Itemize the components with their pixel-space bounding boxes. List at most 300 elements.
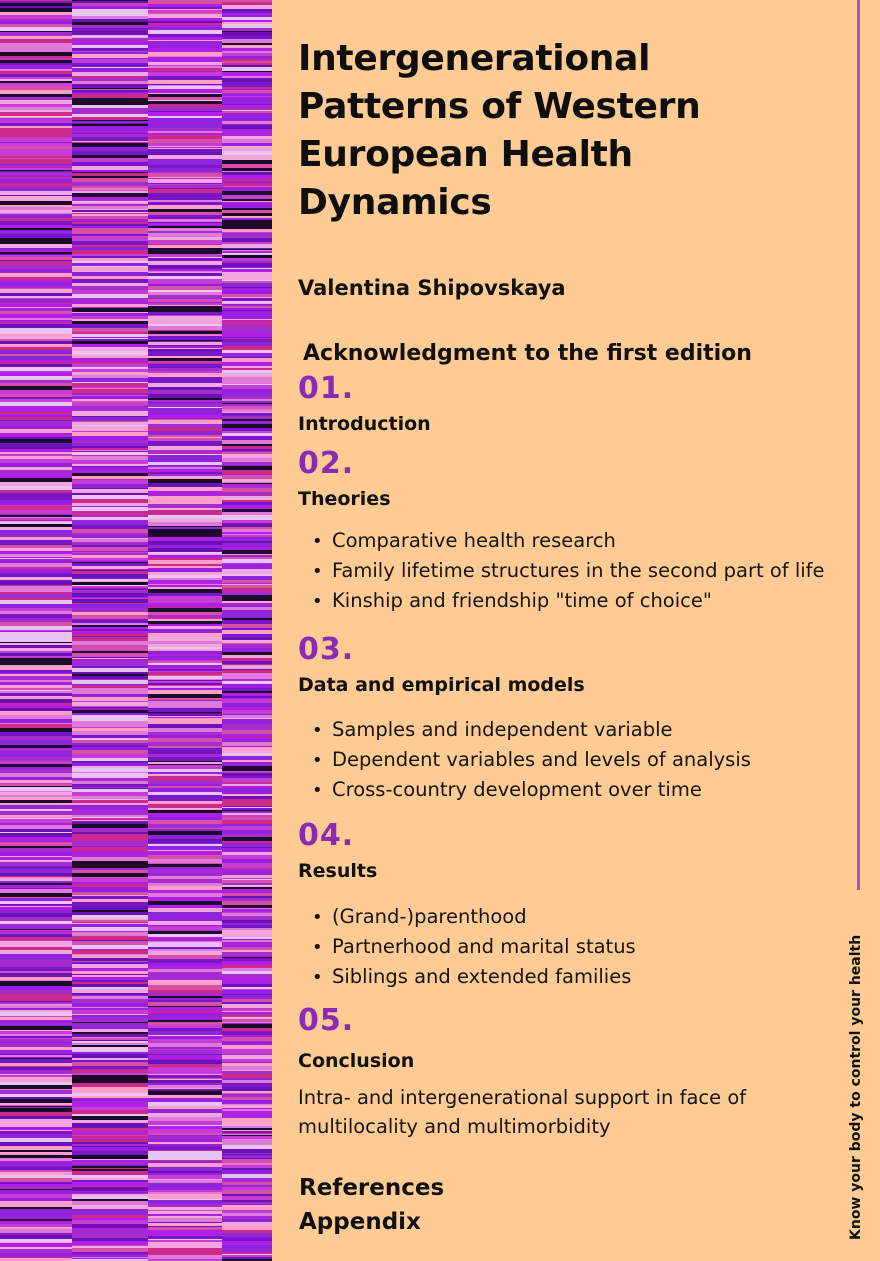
stripe-line: [222, 554, 272, 555]
stripe-line: [0, 299, 72, 303]
section-heading-results[interactable]: Results: [298, 860, 378, 882]
stripe-line: [222, 1158, 272, 1159]
list-item[interactable]: • Kinship and friendship "time of choice": [312, 586, 825, 616]
stripe-line: [72, 1010, 148, 1014]
stripe-line: [0, 1026, 72, 1030]
stripe-line: [72, 213, 148, 214]
stripe-line: [72, 307, 148, 308]
stripe-line: [222, 591, 272, 595]
stripe-line: [0, 323, 72, 324]
stripe-line: [0, 12, 72, 15]
toc-appendix[interactable]: Appendix: [299, 1209, 421, 1235]
stripe-line: [148, 829, 222, 831]
stripe-line: [148, 966, 222, 969]
stripe-line: [222, 358, 272, 362]
stripe-line: [148, 251, 222, 253]
stripe-line: [72, 432, 148, 436]
stripe-line: [72, 35, 148, 36]
stripe-line: [148, 1002, 222, 1006]
stripe-line: [72, 851, 148, 855]
stripe-line: [72, 1199, 148, 1201]
stripe-line: [148, 1143, 222, 1144]
stripe-line: [72, 1040, 148, 1041]
stripe-line: [148, 626, 222, 629]
stripe-line: [222, 1204, 272, 1205]
stripe-line: [0, 459, 72, 463]
stripe-line: [148, 38, 222, 40]
stripe-line: [148, 149, 222, 150]
stripe-line: [222, 294, 272, 297]
stripe-line: [222, 1155, 272, 1158]
stripe-line: [72, 582, 148, 585]
section-heading-theories[interactable]: Theories: [298, 488, 391, 510]
stripe-line: [0, 545, 72, 548]
side-caption: Know your body to control your health: [848, 934, 864, 1240]
stripe-line: [148, 1075, 222, 1078]
stripe-line: [0, 837, 72, 841]
stripe-line: [72, 90, 148, 92]
stripe-line: [148, 41, 222, 44]
stripe-line: [222, 848, 272, 852]
stripe-line: [148, 276, 222, 279]
stripe-line: [222, 762, 272, 766]
stripe-line: [148, 172, 222, 173]
stripe-line: [72, 750, 148, 754]
stripe-line: [0, 1001, 72, 1002]
stripe-line: [0, 1057, 72, 1058]
stripe-line: [72, 1101, 148, 1103]
stripe-line: [72, 362, 148, 364]
list-item[interactable]: • Siblings and extended families: [312, 962, 636, 992]
stripe-line: [148, 1083, 222, 1085]
stripe-line: [148, 817, 222, 820]
stripe-line: [222, 523, 272, 524]
stripe-line: [0, 665, 72, 667]
stripe-line: [222, 474, 272, 475]
stripe-line: [72, 923, 148, 924]
stripe-line: [0, 1055, 72, 1057]
stripe-line: [0, 191, 72, 195]
stripe-line: [72, 236, 148, 237]
stripe-line: [222, 1139, 272, 1143]
stripe-line: [148, 990, 222, 993]
stripe-line: [72, 717, 148, 721]
stripe-line: [0, 500, 72, 501]
stripe-line: [148, 517, 222, 519]
stripe-line: [72, 1180, 148, 1182]
stripe-line: [222, 563, 272, 565]
stripe-line: [222, 67, 272, 71]
stripe-line: [222, 319, 272, 320]
stripe-line: [0, 651, 72, 653]
list-item[interactable]: • Family lifetime structures in the second part of life: [312, 556, 825, 586]
stripe-line: [222, 942, 272, 946]
stripe-line: [0, 1182, 72, 1184]
stripe-line: [148, 1036, 222, 1039]
stripe-line: [148, 168, 222, 172]
stripe-line: [72, 936, 148, 940]
stripe-line: [72, 328, 148, 332]
toc-acknowledgment[interactable]: Acknowledgment to the first edition: [303, 341, 752, 366]
stripe-line: [148, 1117, 222, 1121]
stripe-line: [222, 366, 272, 368]
stripe-line: [0, 626, 72, 630]
stripe-line: [72, 665, 148, 666]
stripe-line: [222, 72, 272, 76]
list-item[interactable]: • Comparative health research: [312, 526, 825, 556]
stripe-line: [72, 1230, 148, 1234]
stripe-line: [0, 876, 72, 877]
stripe-line: [72, 708, 148, 710]
stripe-line: [0, 694, 72, 696]
stripe-line: [72, 1069, 148, 1073]
stripe-line: [0, 941, 72, 944]
stripe-line: [0, 183, 72, 187]
stripe-line: [148, 1233, 222, 1236]
stripe-line: [72, 68, 148, 70]
stripe-line: [72, 768, 148, 772]
stripe-line: [222, 59, 272, 61]
stripe-line: [148, 84, 222, 85]
stripe-line: [148, 1095, 222, 1097]
stripe-line: [72, 369, 148, 372]
section-heading-data[interactable]: Data and empirical models: [298, 674, 585, 696]
stripe-line: [0, 732, 72, 736]
stripe-line: [0, 506, 72, 510]
stripe-line: [72, 877, 148, 878]
stripe-line: [148, 683, 222, 685]
stripe-line: [72, 920, 148, 922]
stripe-line: [72, 364, 148, 367]
stripe-line: [222, 61, 272, 63]
stripe-line: [0, 959, 72, 960]
stripe-line: [72, 176, 148, 178]
stripe-line: [148, 1158, 222, 1160]
stripe-line: [148, 316, 222, 319]
stripe-line: [222, 1182, 272, 1185]
stripe-line: [148, 258, 222, 261]
stripe-line: [72, 12, 148, 16]
stripe-line: [222, 999, 272, 1002]
stripe-line: [72, 312, 148, 313]
stripe-line: [222, 766, 272, 768]
stripe-line: [148, 93, 222, 94]
stripe-line: [0, 705, 72, 708]
section-heading-introduction[interactable]: Introduction: [298, 413, 431, 435]
stripe-line: [148, 279, 222, 281]
stripe-line: [72, 634, 148, 636]
list-item[interactable]: • Samples and independent variable: [312, 715, 751, 745]
stripe-line: [148, 912, 222, 915]
stripe-line: [72, 1215, 148, 1218]
stripe-line: [0, 786, 72, 787]
stripe-line: [148, 107, 222, 111]
stripe-line: [148, 584, 222, 585]
stripe-line: [222, 385, 272, 389]
stripe-line: [0, 897, 72, 898]
stripe-line: [0, 635, 72, 638]
stripe-line: [148, 1126, 222, 1129]
stripe-line: [222, 688, 272, 691]
decorative-stripe-panel: [0, 0, 272, 1261]
stripe-line: [148, 56, 222, 57]
stripe-line: [72, 407, 148, 411]
stripe-line: [72, 70, 148, 72]
stripe-line: [0, 767, 72, 769]
stripe-line: [72, 924, 148, 927]
stripe-line: [72, 545, 148, 546]
stripe-line: [222, 1196, 272, 1200]
stripe-line: [0, 642, 72, 643]
stripe-line: [0, 673, 72, 674]
stripe-line: [72, 193, 148, 197]
stripe-line: [72, 1045, 148, 1047]
stripe-line: [0, 877, 72, 878]
stripe-line: [148, 377, 222, 379]
stripe-line: [222, 990, 272, 994]
stripe-line: [0, 548, 72, 551]
stripe-line: [0, 820, 72, 823]
stripe-line: [148, 25, 222, 27]
stripe-line: [0, 493, 72, 497]
stripe-line: [0, 1138, 72, 1142]
stripe-line: [72, 941, 148, 945]
stripe-line: [72, 186, 148, 188]
stripe-line: [222, 17, 272, 20]
stripe-line: [0, 490, 72, 493]
stripe-line: [148, 184, 222, 185]
stripe-line: [148, 713, 222, 716]
stripe-line: [148, 629, 222, 630]
stripe-line: [72, 178, 148, 182]
stripe-line: [72, 818, 148, 820]
stripe-line: [72, 954, 148, 955]
section-number-01: 01.: [298, 371, 355, 406]
stripe-line: [222, 1015, 272, 1017]
stripe-line: [222, 1257, 272, 1259]
stripe-line: [0, 77, 72, 79]
stripe-line: [148, 656, 222, 658]
stripe-line: [72, 1253, 148, 1254]
stripe-line: [222, 885, 272, 886]
stripe-line: [222, 346, 272, 350]
stripe-line: [148, 131, 222, 133]
stripe-line: [72, 1060, 148, 1062]
stripe-line: [72, 796, 148, 799]
stripe-line: [72, 627, 148, 629]
stripe-line: [148, 949, 222, 951]
list-item[interactable]: • Partnerhood and marital status: [312, 932, 636, 962]
stripe-line: [0, 598, 72, 600]
stripe-line: [0, 354, 72, 356]
stripe-line: [0, 1224, 72, 1227]
stripe-line: [72, 754, 148, 758]
stripe-line: [222, 939, 272, 940]
stripe-line: [148, 1067, 222, 1069]
stripe-line: [222, 288, 272, 289]
stripe-line: [0, 394, 72, 397]
stripe-line: [72, 809, 148, 811]
stripe-line: [0, 112, 72, 116]
stripe-line: [222, 71, 272, 72]
stripe-line: [222, 771, 272, 773]
list-item[interactable]: • Dependent variables and levels of analysis: [312, 745, 751, 775]
stripe-line: [148, 846, 222, 850]
stripe-line: [148, 667, 222, 669]
stripe-line: [148, 746, 222, 748]
stripe-line: [72, 1126, 148, 1128]
stripe-line: [0, 1016, 72, 1017]
stripe-line: [72, 515, 148, 517]
stripe-artwork: [0, 0, 272, 1261]
stripe-line: [148, 97, 222, 100]
stripe-line: [72, 484, 148, 488]
stripe-line: [0, 680, 72, 682]
stripe-line: [222, 524, 272, 527]
stripe-line: [222, 1241, 272, 1245]
stripe-line: [222, 415, 272, 416]
stripe-line: [148, 864, 222, 867]
stripe-line: [0, 74, 72, 77]
stripe-line: [222, 1104, 272, 1105]
stripe-line: [0, 107, 72, 110]
stripe-line: [0, 815, 72, 817]
stripe-line: [72, 902, 148, 906]
stripe-line: [72, 256, 148, 258]
stripe-line: [0, 1005, 72, 1006]
stripe-line: [222, 377, 272, 380]
stripe-line: [0, 437, 72, 439]
stripe-line: [148, 111, 222, 112]
stripe-line: [0, 252, 72, 254]
stripe-line: [0, 1102, 72, 1103]
stripe-line: [222, 249, 272, 250]
stripe-line: [0, 1070, 72, 1074]
stripe-line: [0, 380, 72, 383]
stripe-line: [222, 274, 272, 277]
stripe-line: [0, 1177, 72, 1178]
stripe-line: [148, 4, 222, 5]
stripe-line: [0, 823, 72, 825]
stripe-line: [148, 94, 222, 97]
stripe-line: [72, 1107, 148, 1110]
stripe-line: [72, 378, 148, 382]
stripe-line: [72, 60, 148, 63]
stripe-line: [0, 921, 72, 924]
stripe-line: [222, 151, 272, 155]
stripe-line: [0, 1131, 72, 1134]
stripe-line: [148, 342, 222, 343]
stripe-line: [148, 292, 222, 295]
stripe-line: [148, 772, 222, 774]
stripe-line: [72, 740, 148, 743]
stripe-line: [0, 687, 72, 688]
stripe-line: [148, 1135, 222, 1136]
list-item[interactable]: • Cross-country development over time: [312, 775, 751, 805]
stripe-line: [0, 857, 72, 860]
stripe-line: [222, 233, 272, 235]
stripe-line: [0, 773, 72, 777]
stripe-line: [148, 476, 222, 477]
stripe-line: [222, 537, 272, 541]
stripe-line: [222, 670, 272, 672]
stripe-line: [148, 135, 222, 139]
stripe-line: [0, 1085, 72, 1089]
stripe-line: [0, 522, 72, 524]
stripe-line: [148, 754, 222, 757]
stripe-line: [222, 449, 272, 451]
stripe-line: [222, 280, 272, 281]
stripe-line: [148, 1236, 222, 1239]
stripe-line: [222, 898, 272, 901]
stripe-line: [222, 940, 272, 942]
stripe-line: [0, 873, 72, 876]
stripe-line: [72, 467, 148, 469]
stripe-line: [0, 1247, 72, 1249]
stripe-line: [148, 537, 222, 541]
stripe-line: [72, 865, 148, 868]
stripe-line: [0, 904, 72, 906]
stripe-line: [222, 1100, 272, 1102]
stripe-line: [72, 123, 148, 124]
stripe-line: [222, 673, 272, 675]
stripe-line: [222, 149, 272, 151]
stripe-line: [72, 603, 148, 604]
stripe-line: [72, 542, 148, 545]
stripe-line: [0, 1201, 72, 1205]
stripe-line: [148, 189, 222, 193]
stripe-line: [222, 747, 272, 750]
stripe-line: [72, 1168, 148, 1169]
stripe-line: [72, 882, 148, 884]
stripe-line: [0, 521, 72, 522]
stripe-line: [72, 3, 148, 6]
stripe-line: [148, 676, 222, 679]
section-heading-conclusion[interactable]: Conclusion: [298, 1050, 415, 1072]
toc-references[interactable]: References: [299, 1175, 445, 1201]
stripe-line: [148, 851, 222, 855]
stripe-line: [72, 571, 148, 574]
stripe-line: [222, 251, 272, 253]
stripe-line: [72, 820, 148, 821]
stripe-line: [72, 517, 148, 520]
stripe-line: [0, 308, 72, 309]
stripe-line: [148, 651, 222, 654]
stripe-line: [0, 187, 72, 191]
stripe-line: [72, 469, 148, 473]
stripe-line: [222, 656, 272, 658]
stripe-line: [148, 323, 222, 324]
stripe-line: [148, 905, 222, 908]
stripe-line: [148, 364, 222, 368]
stripe-line: [0, 364, 72, 367]
stripe-line: [0, 1235, 72, 1239]
stripe-line: [148, 955, 222, 959]
stripe-line: [0, 656, 72, 658]
stripe-line: [72, 1142, 148, 1144]
stripe-line: [222, 916, 272, 917]
stripe-line: [72, 861, 148, 865]
stripe-line: [222, 1011, 272, 1012]
list-item[interactable]: • (Grand-)parenthood: [312, 902, 636, 932]
stripe-line: [72, 1075, 148, 1079]
stripe-line: [222, 1116, 272, 1118]
stripe-line: [72, 560, 148, 561]
stripe-line: [0, 260, 72, 261]
stripe-line: [222, 401, 272, 403]
stripe-line: [72, 166, 148, 170]
stripe-line: [0, 933, 72, 934]
